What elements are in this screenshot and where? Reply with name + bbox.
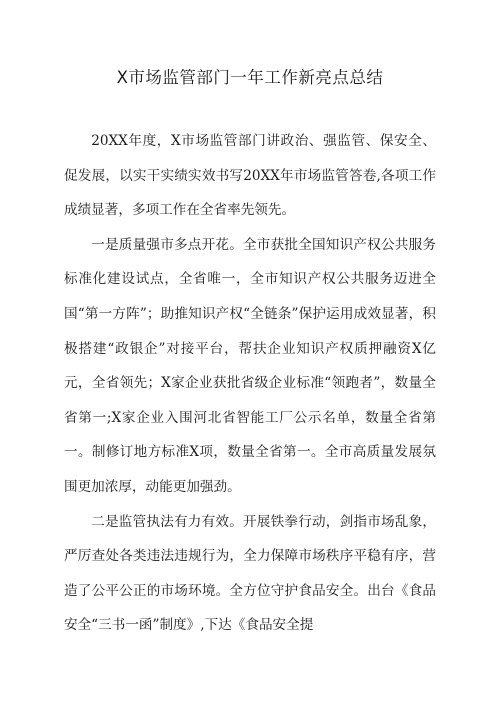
paragraph-intro: 20XX年度，X市场监管部门讲政治、强监管、保安全、促发展，以实干实绩实效书写20XX年市场监管答卷,各项工作成绩显著，多项工作在全省率先领先。 xyxy=(64,133,436,219)
paragraph-quality: 一是质量强市多点开花。全市获批全国知识产权公共服务标准化建设试点，全省唯一，全市知识产权公共服务迈进全国“第一方阵”；助推知识产权“全链条”保护运用成效显著，积极搭建“政银企”对接平台，帮扶企业知识产权质押融资X亿元，全省领先；X家企业获批省级企业标准“领跑者”，数量全省第一;X家企业入围河北省智能工厂公示名单，数量全省第一。制修订地方标准X项，数量全省第一。全市高质量发展氛围更加浓厚，动能更加强劲。 xyxy=(64,236,436,495)
document-body xyxy=(64,124,436,643)
document-title: X市场监管部门一年工作新亮点总结 xyxy=(116,68,384,87)
paragraph-enforcement: 二是监管执法有力有效。开展铁拳行动，剑指市场乱象，严厉查处各类违法违规行为，全力保障市场秩序平稳有序，营造了公平公正的市场环境。全方位守护食品安全。出台《食品安全“三书一函”制度》,下达《食品安全提 xyxy=(64,513,436,634)
